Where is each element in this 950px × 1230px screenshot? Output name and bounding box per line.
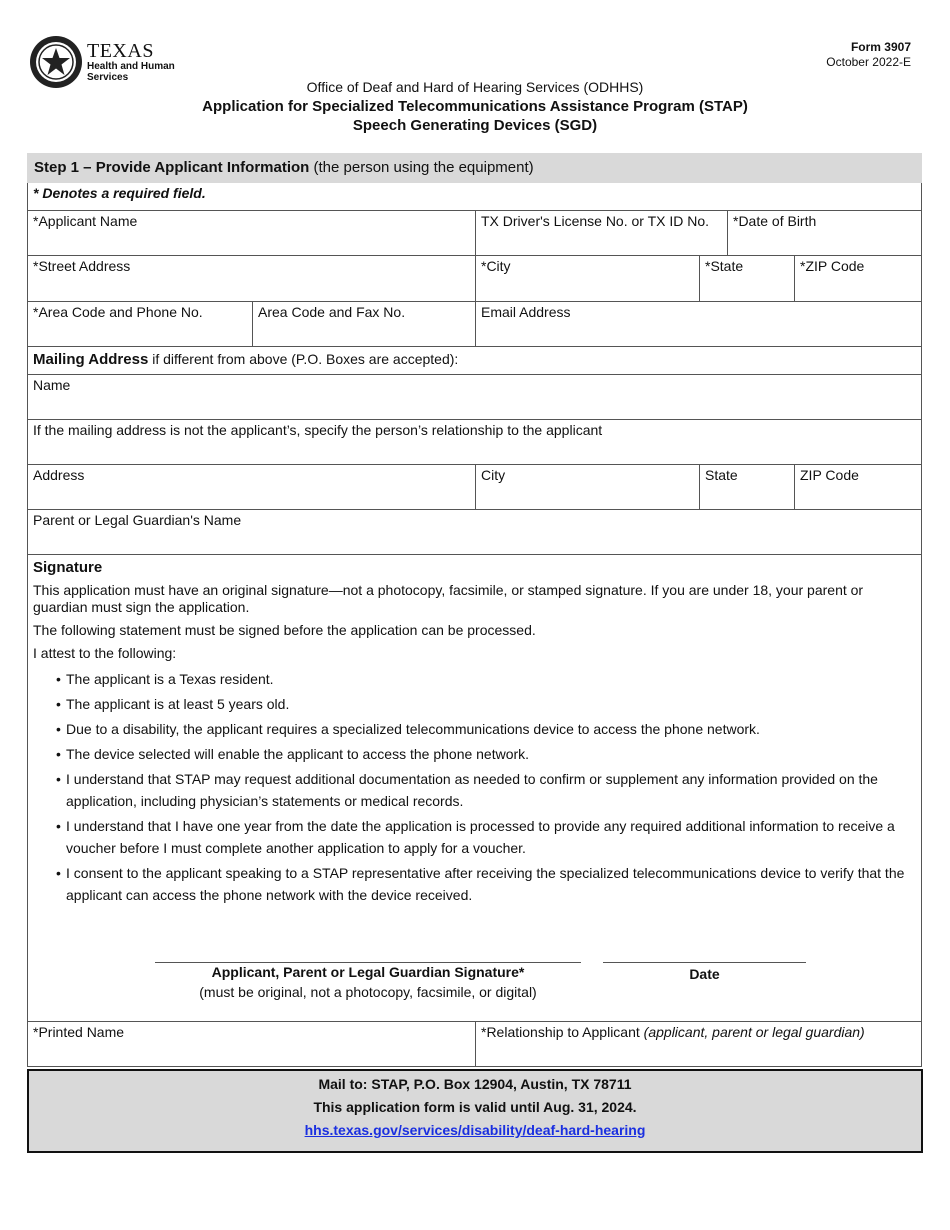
relationship-note: (applicant, parent or legal guardian) (639, 1024, 865, 1040)
signature-section (28, 555, 921, 1021)
applicant-info-table (27, 183, 922, 1067)
form-title: Application for Specialized Telecommunications Assistance Program (STAP) (202, 98, 748, 115)
attestation-item: • The applicant is a Texas resident. (56, 668, 916, 690)
zip-field[interactable]: *ZIP Code (794, 256, 921, 301)
step1-title: Step 1 – Provide Applicant Information (34, 159, 310, 176)
form-info (826, 40, 911, 70)
signature-line[interactable] (155, 962, 581, 963)
logo-subtitle-2: Services (87, 72, 129, 83)
printed-name-field[interactable]: *Printed Name (33, 1024, 125, 1040)
date-line[interactable] (603, 962, 806, 963)
logo-title: TEXAS (87, 40, 154, 62)
valid-until: This application form is valid until Aug. 31, 2024. (313, 1099, 637, 1115)
office-name: Office of Deaf and Hard of Hearing Services (ODHHS) (306, 79, 644, 95)
relationship-label: *Relationship to Applicant (481, 1024, 640, 1040)
phone-field[interactable]: *Area Code and Phone No. (33, 304, 203, 320)
attestation-item: • I understand that I have one year from the date the application is processed to provide any required additional information to receive a voucher before I must complete another application to apply for a voucher. (56, 815, 916, 859)
mailing-city-field[interactable]: City (475, 465, 699, 509)
hhs-link[interactable]: hhs.texas.gov/services/disability/deaf-hard-hearing (304, 1122, 646, 1138)
mailing-footer (27, 1069, 923, 1153)
email-field[interactable]: Email Address (475, 302, 921, 346)
form-subtitle: Speech Generating Devices (SGD) (352, 117, 598, 134)
mail-to: Mail to: STAP, P.O. Box 12904, Austin, TX 78711 (318, 1076, 632, 1092)
date-label: Date (689, 966, 720, 982)
fax-field[interactable]: Area Code and Fax No. (252, 302, 475, 346)
step1-header (27, 153, 922, 183)
mailing-name-field[interactable]: Name (33, 377, 71, 393)
signature-label: Applicant, Parent or Legal Guardian Signature* (211, 964, 525, 980)
mailing-address-heading (28, 347, 921, 374)
mailing-relationship-field[interactable]: If the mailing address is not the applicant’s, specify the person’s relationship to the applicant (33, 422, 603, 438)
applicant-name-field[interactable]: *Applicant Name (33, 213, 138, 229)
signature-para-1: This application must have an original signature—not a photocopy, facsimile, or stamped signature. If you are under 18, your parent or guardian must sign the application. (33, 582, 864, 615)
mailing-heading-note: if different from above (P.O. Boxes are accepted): (148, 351, 459, 367)
dob-field[interactable]: *Date of Birth (727, 211, 921, 255)
application-form (27, 153, 922, 1067)
signature-para-3: I attest to the following: (33, 645, 177, 661)
attestation-item: • I understand that STAP may request additional documentation as needed to confirm or supplement any information provided on the application, including physician’s statements or medical records. (56, 768, 916, 812)
state-field[interactable]: *State (699, 256, 794, 301)
attestation-item: • Due to a disability, the applicant requires a specialized telecommunications device to access the phone network. (56, 718, 916, 740)
signature-note: (must be original, not a photocopy, facsimile, or digital) (199, 984, 537, 1000)
logo-subtitle-1: Health and Human (87, 61, 175, 72)
street-address-field[interactable]: *Street Address (33, 258, 131, 274)
mailing-heading-label: Mailing Address (33, 351, 149, 368)
form-date: October 2022-E (826, 55, 911, 69)
mailing-state-field[interactable]: State (699, 465, 794, 509)
mailing-zip-field[interactable]: ZIP Code (794, 465, 921, 509)
attestation-list (33, 668, 916, 906)
signature-lines (33, 909, 916, 1017)
attestation-item: • The applicant is at least 5 years old. (56, 693, 916, 715)
relationship-field[interactable] (475, 1022, 921, 1066)
guardian-name-field[interactable]: Parent or Legal Guardian's Name (33, 512, 242, 528)
signature-para-2: The following statement must be signed before the application can be processed. (33, 622, 536, 638)
attestation-item: • The device selected will enable the applicant to access the phone network. (56, 743, 916, 765)
required-note: * Denotes a required field. (33, 185, 206, 201)
document-header (0, 78, 950, 135)
signature-heading: Signature (33, 559, 103, 576)
city-field[interactable]: *City (475, 256, 699, 301)
attestation-item: • I consent to the applicant speaking to a STAP representative after receiving the specialized telecommunications device to verify that the applicant can access the phone network with the device received. (56, 862, 916, 906)
step1-note: (the person using the equipment) (309, 159, 534, 176)
form-number: Form 3907 (850, 40, 911, 54)
mailing-address-field[interactable]: Address (33, 467, 85, 483)
license-field[interactable]: TX Driver's License No. or TX ID No. (475, 211, 727, 255)
